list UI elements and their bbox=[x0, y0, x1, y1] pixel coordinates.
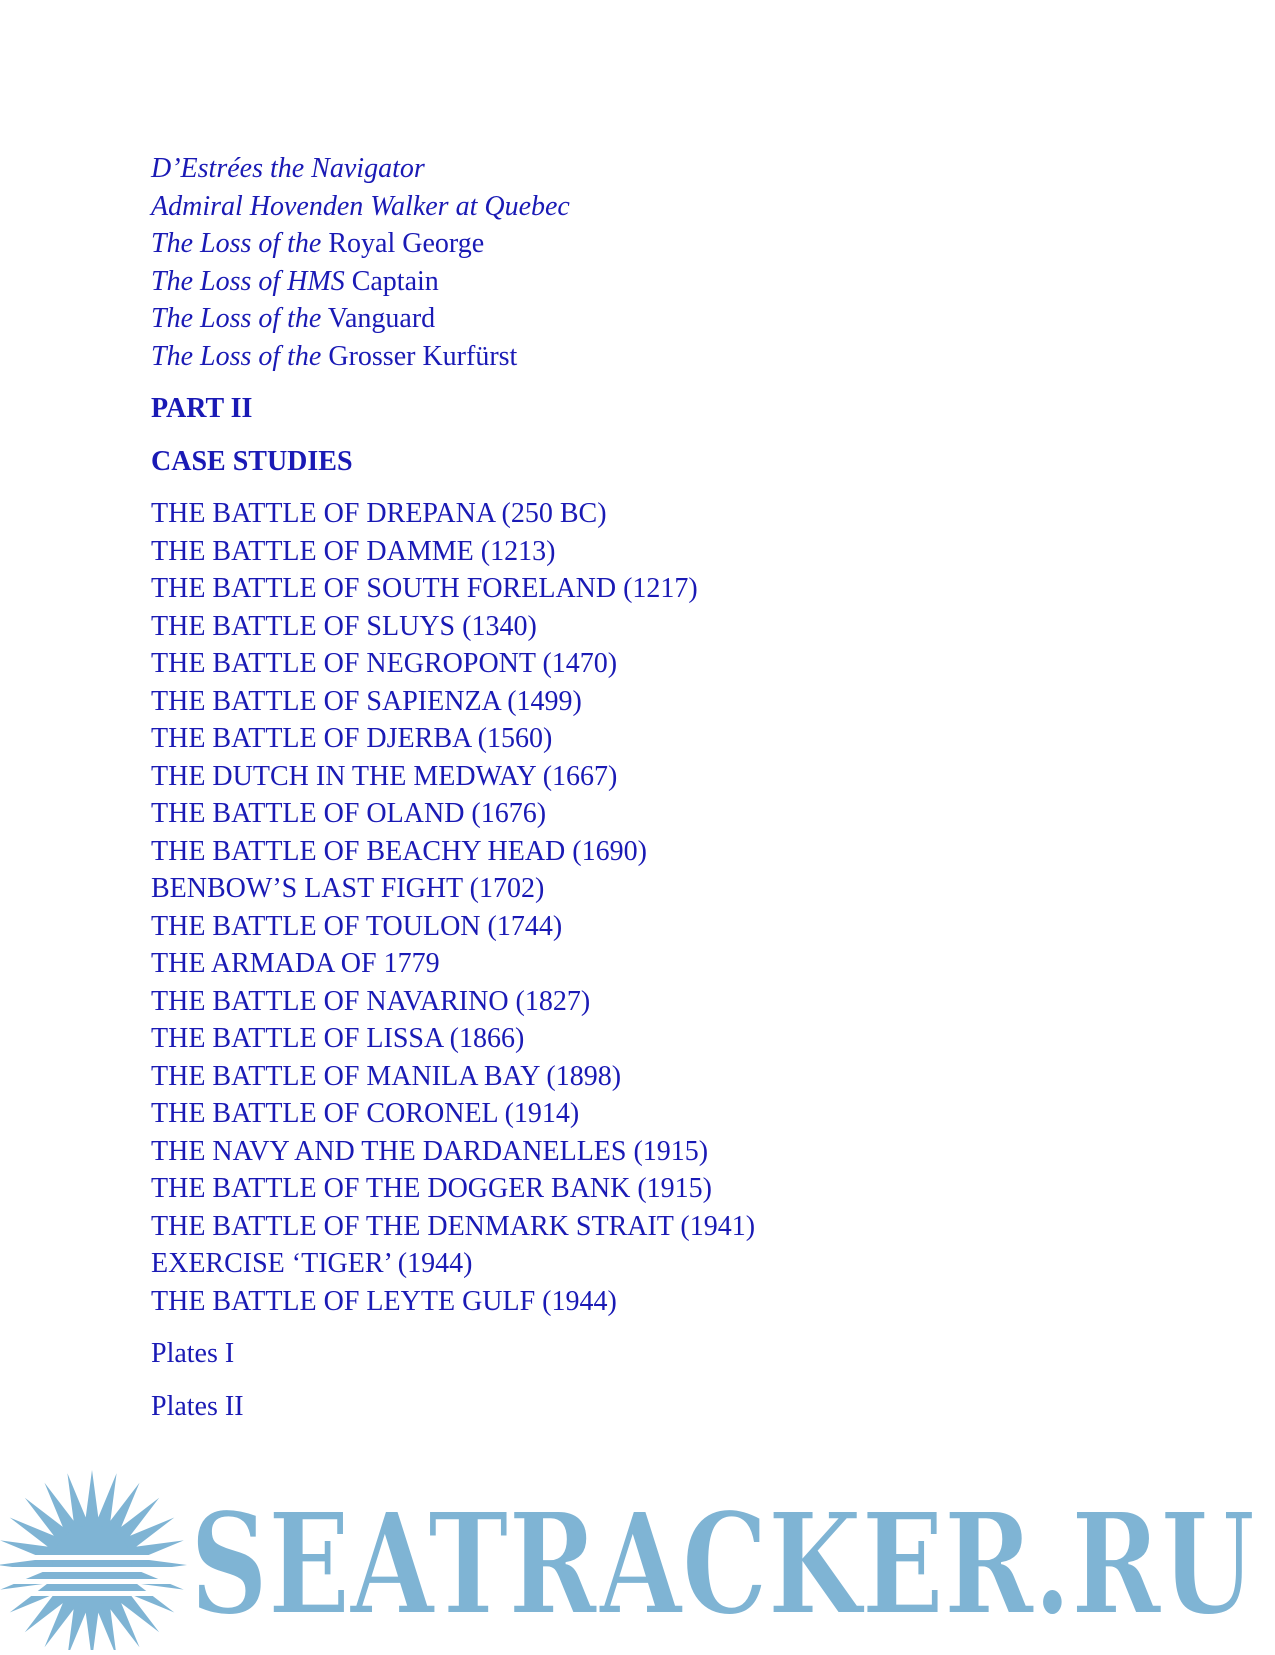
sun-burst-icon bbox=[0, 1470, 187, 1650]
part2-heading[interactable]: PART II bbox=[151, 393, 253, 424]
toc-entry-italic: D’Estrées the Navigator bbox=[151, 153, 425, 184]
toc-entry-title: Vanguard bbox=[321, 303, 436, 334]
plates-link[interactable]: Plates I bbox=[151, 1338, 235, 1369]
case-study-link[interactable]: THE BATTLE OF BEACHY HEAD (1690) bbox=[151, 835, 647, 867]
watermark-graphic bbox=[0, 1455, 1275, 1650]
sun-stripe bbox=[0, 1555, 185, 1560]
toc-entry[interactable] bbox=[151, 188, 1151, 226]
case-study-link[interactable]: THE BATTLE OF OLAND (1676) bbox=[151, 798, 547, 829]
toc-entry[interactable] bbox=[151, 338, 1151, 376]
case-studies-list bbox=[151, 495, 1151, 1320]
case-study-link[interactable]: THE BATTLE OF LISSA (1866) bbox=[151, 1023, 525, 1054]
case-study-link[interactable]: THE BATTLE OF NEGROPONT (1470) bbox=[151, 648, 618, 679]
case-study-link[interactable]: THE BATTLE OF TOULON (1744) bbox=[151, 910, 563, 942]
table-of-contents bbox=[151, 150, 1151, 1425]
toc-entry-italic: The Loss of the bbox=[151, 303, 322, 334]
part1-list bbox=[151, 150, 1151, 375]
case-study-link[interactable]: THE BATTLE OF DREPANA (250 BC) bbox=[151, 498, 607, 529]
case-study-link[interactable]: THE BATTLE OF NAVARINO (1827) bbox=[151, 985, 591, 1017]
toc-entry[interactable] bbox=[151, 150, 1151, 188]
case-study-link[interactable]: THE BATTLE OF THE DENMARK STRAIT (1941) bbox=[151, 1210, 756, 1242]
toc-entry[interactable] bbox=[151, 263, 1151, 301]
toc-entry[interactable] bbox=[151, 300, 1151, 338]
case-study-link[interactable]: EXERCISE ‘TIGER’ (1944) bbox=[151, 1248, 473, 1279]
case-study-link[interactable]: THE BATTLE OF MANILA BAY (1898) bbox=[151, 1060, 622, 1092]
case-study-link[interactable]: THE NAVY AND THE DARDANELLES (1915) bbox=[151, 1135, 709, 1167]
toc-entry-title: Grosser Kurfürst bbox=[321, 340, 518, 372]
case-study-link[interactable]: THE BATTLE OF CORONEL (1914) bbox=[151, 1098, 580, 1129]
case-study-link[interactable]: THE BATTLE OF SAPIENZA (1499) bbox=[151, 685, 582, 717]
toc-entry-italic: Admiral Hovenden Walker at Quebec bbox=[151, 190, 570, 222]
case-study-link[interactable]: THE BATTLE OF THE DOGGER BANK (1915) bbox=[151, 1173, 712, 1204]
sun-stripe bbox=[0, 1579, 185, 1584]
toc-entry-title: Royal George bbox=[321, 228, 485, 259]
case-study-link[interactable]: THE BATTLE OF SOUTH FORELAND (1217) bbox=[151, 573, 698, 604]
watermark bbox=[0, 1455, 1275, 1650]
toc-entry-italic: The Loss of the bbox=[151, 340, 322, 372]
case-study-link[interactable]: THE BATTLE OF DJERBA (1560) bbox=[151, 723, 553, 754]
toc-entry[interactable] bbox=[151, 225, 1151, 263]
toc-entry-italic: The Loss of the bbox=[151, 228, 322, 259]
toc-entry-italic: The Loss of HMS bbox=[151, 265, 345, 297]
case-study-link[interactable]: THE ARMADA OF 1779 bbox=[151, 948, 440, 979]
sun-stripe bbox=[0, 1591, 185, 1596]
case-study-link[interactable]: THE DUTCH IN THE MEDWAY (1667) bbox=[151, 760, 618, 792]
case-study-link[interactable]: THE BATTLE OF LEYTE GULF (1944) bbox=[151, 1285, 617, 1317]
plates-list bbox=[151, 1335, 1151, 1425]
plates-link[interactable]: Plates II bbox=[151, 1390, 244, 1422]
toc-entry-title: Captain bbox=[344, 265, 439, 297]
case-studies-heading[interactable]: CASE STUDIES bbox=[151, 445, 353, 477]
watermark-text: SEATRACKER.RU bbox=[190, 1483, 1255, 1647]
case-study-link[interactable]: THE BATTLE OF SLUYS (1340) bbox=[151, 610, 537, 642]
case-study-link[interactable]: THE BATTLE OF DAMME (1213) bbox=[151, 535, 556, 567]
case-study-link[interactable]: BENBOW’S LAST FIGHT (1702) bbox=[151, 873, 545, 904]
sun-stripe bbox=[0, 1567, 185, 1572]
